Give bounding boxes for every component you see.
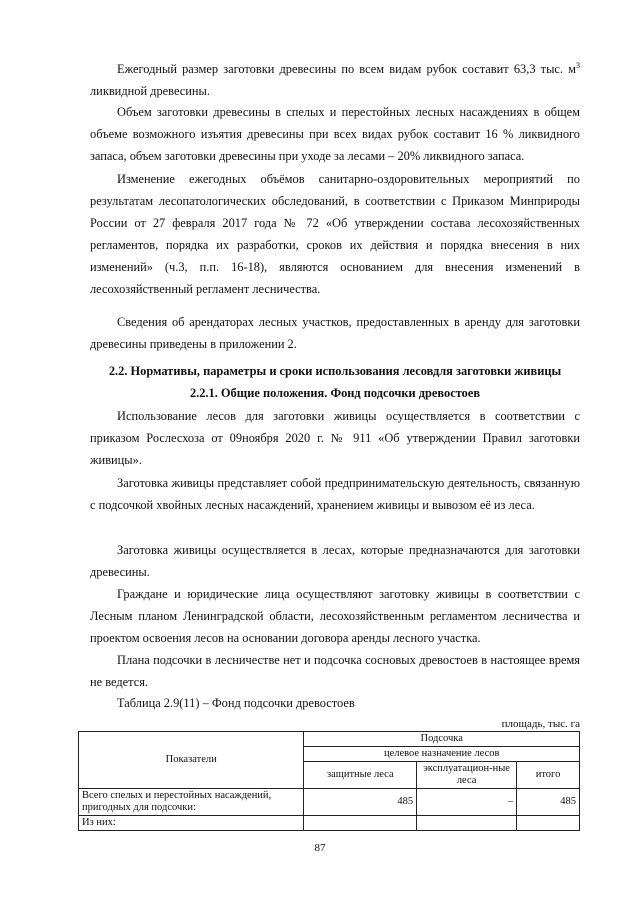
cell-total [517,816,580,831]
header-total: итого [517,762,580,789]
cell-exploitation: – [417,789,517,816]
paragraph-resin-forests: Заготовка живицы осуществляется в лесах, которые предназначаются для заготовки древесины. [90,543,580,579]
page-number: 87 [314,842,326,854]
paragraph-harvest-share: Объем заготовки древесины в спелых и перестойных лесных насаждениях в общем объеме возможного изъятия древесины при всех видах рубок составит 16 % ликвидного запаса, объем заготовки древесины при уходе за лесами – 20% ликвидного запаса. [90,105,580,163]
header-purpose: целевое назначение лесов [304,747,580,762]
paragraph-wood-volume [90,58,580,102]
cell-protective [304,816,417,831]
tapping-fund-table [78,731,580,831]
paragraph-resin-rules: Использование лесов для заготовки живицы осуществляется в соответствии с приказом Рослесхоза от 09ноября 2020 г. № 911 «Об утверждении Правил заготовки живицы». [90,409,580,467]
table-row [79,789,580,816]
subsection-heading: 2.2.1. Общие положения. Фонд подсочки древостоев [189,386,481,400]
row-label: Из них: [79,816,304,831]
cell-protective: 485 [304,789,417,816]
paragraph-wood-volume-text: Ежегодный размер заготовки древесины по всем видам рубок составит 63,3 тыс. м [117,62,576,76]
section-heading: 2.2. Нормативы, параметры и сроки использования лесовдля заготовки живицы [108,364,562,378]
table-units: площадь, тыс. га [501,718,580,730]
header-indicators: Показатели [79,732,304,789]
table-row [79,816,580,831]
paragraph-sanitary-changes: Изменение ежегодных объёмов санитарно-оздоровительных мероприятий по результатам лесопатологических обследований, в соответствии с Приказом Минприроды России от 27 февраля 2017 года № 72 «Об утверждении состава лесохозяйственных регламентов, порядка их разработки, сроков их действия и порядка внесения в них изменений» (ч.3, п.п. 16-18), являются основанием для внесения изменений в лесохозяйственный регламент лесничества. [90,172,580,296]
cell-total: 485 [517,789,580,816]
table-caption: Таблица 2.9(11) – Фонд подсочки древостоев [117,696,355,710]
cell-exploitation [417,816,517,831]
header-tapping: Подсочка [304,732,580,747]
superscript-cubic: 3 [576,60,580,70]
row-label: Всего спелых и перестойных насаждений, пригодных для подсочки: [79,789,304,816]
paragraph-tapping-plan: Плана подсочки в лесничестве нет и подсочка сосновых древостоев в настоящее время не ведется. [90,653,580,689]
header-protective: защитные леса [304,762,417,789]
table-header-row [79,732,580,747]
paragraph-resin-definition: Заготовка живицы представляет собой предпринимательскую деятельность, связанную с подсочкой хвойных лесных насаждений, хранением живицы и вывозом её из леса. [90,476,580,512]
paragraph-resin-citizens: Граждане и юридические лица осуществляют заготовку живицы в соответствии с Лесным планом Ленинградской области, лесохозяйственным регламентом лесничества и проектом освоения лесов на основании договора аренды лесного участка. [90,587,580,645]
paragraph-tenants: Сведения об арендаторах лесных участков, предоставленных в аренду для заготовки древесины приведены в приложении 2. [90,315,580,351]
header-exploitation: эксплуатацион-ные леса [417,762,517,789]
paragraph-wood-volume-tail: ликвидной древесины. [90,84,210,98]
